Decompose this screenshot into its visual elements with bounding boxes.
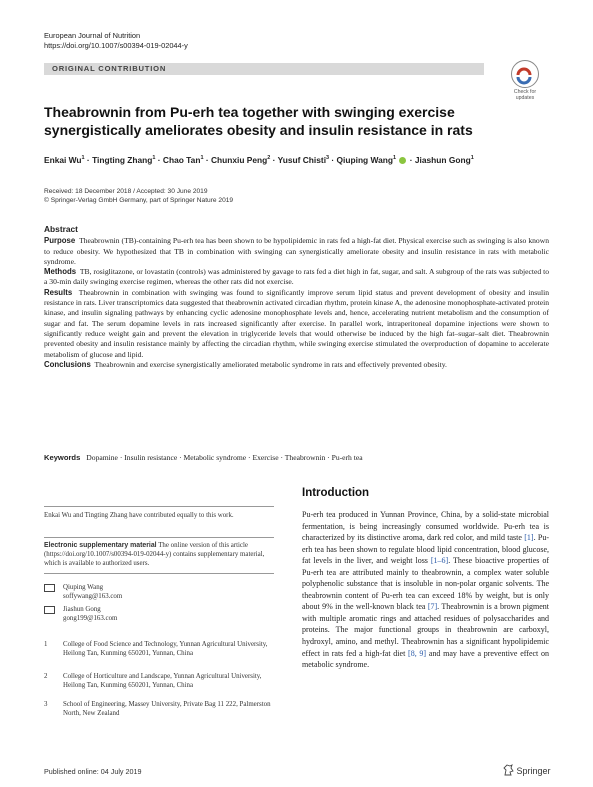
envelope-icon — [44, 584, 55, 592]
received-accepted: Received: 18 December 2018 / Accepted: 30 June 2019 — [44, 188, 208, 195]
paper-title: Theabrownin from Pu-erh tea together with swinging exercise synergistically ameliorates obesity and insulin resistance in rats — [44, 104, 473, 138]
divider — [44, 506, 274, 507]
author[interactable]: Enkai Wu$^1$ — [44, 155, 85, 165]
affiliation-2: 2 College of Horticulture and Landscape, Yunnan Agricultural University, Heilong Tan, Kunming 650201, Yunnan, China — [44, 673, 262, 690]
citation-link[interactable]: [1–6] — [430, 556, 449, 566]
divider — [44, 537, 274, 538]
abstract-heading: Abstract — [44, 224, 78, 234]
author[interactable]: Jiashun Gong$^1$ — [414, 155, 474, 165]
journal-name: European Journal of Nutrition — [44, 31, 141, 40]
contact-gong: Jiashun Gong gong199@163.com — [44, 605, 117, 623]
keywords-label: Keywords — [44, 453, 81, 462]
author[interactable]: Qiuping Wang$^1$ — [336, 155, 397, 165]
author[interactable]: Chunxiu Peng$^2$ — [210, 155, 271, 165]
equal-contribution-note: Enkai Wu and Tingting Zhang have contributed equally to this work. — [44, 512, 234, 519]
citation-link[interactable]: [1] — [524, 533, 534, 543]
introduction-text: Pu-erh tea produced in Yunnan Province, China, by a solid-state microbial fermentation, is being increasingly consumed worldwide. Pu-erh tea is characterized by its distinctive aroma, dark red color, and mild taste [1]. Pu-erh tea has been shown to regulate blood lipid concentration, blood glucose, fat levels in the liver, and weight loss [1–6]. These bioactive properties of Pu-erh tea are attributed mainly to theabrownin, a complex water soluble polyphenolic substance that is insoluble in non-polar organic solvents. The theabrownin content of Pu-erh tea can exceed 18% by weight, but is only about 9% in the well-known black tea [7]. Theabrownin is a brown pigment with multiple aromatic rings and attached residues of polysaccharides and proteins. The major functional groups in theabrownin are carboxyl, hydroxyl, amino, and methyl. Theabrownin has a significant hypolipidemic effect in rats fed a high-fat diet [8, 9] and may have a preventive effect on metabolic syndrome. — [302, 510, 550, 670]
check-updates-icon — [511, 60, 539, 88]
check-updates-line1: Check for — [513, 89, 537, 95]
divider — [44, 573, 274, 574]
citation-link[interactable]: [7] — [427, 602, 438, 612]
orcid-icon[interactable] — [399, 157, 406, 164]
author[interactable]: Tingting Zhang$^1$ — [92, 155, 156, 165]
check-updates-line2: updates — [515, 95, 535, 101]
abstract — [44, 224, 549, 370]
contact-wang: Qiuping Wang soffywang@163.com — [44, 583, 122, 601]
email-link[interactable]: soffywang@163.com — [63, 593, 123, 601]
abstract-conclusions: Conclusions Theabrownin and exercise synergistically ameliorated metabolic syndrome in rats and effectively prevented obesity. — [44, 359, 447, 369]
abstract-purpose: Purpose Theabrownin (TB)-containing Pu-erh tea has been shown to be hypolipidemic in rats fed a high-fat diet. Physical exercise such as swinging is also known to reduce obesity. We hypothesized that TB in combination with swinging can synergistically ameliorate obesity and insulin resistance in rats with metabolic syndrome. — [44, 236, 549, 266]
esm-note: Electronic supplementary material The online version of this article (https://doi.org/10.1007/s00394-019-02044-y) contains supplementary material, which is available to authorized users. — [44, 542, 265, 568]
author[interactable]: Yusuf Chisti$^3$ — [277, 155, 330, 165]
citation-link[interactable]: [8, 9] — [408, 648, 427, 658]
published-online: Published online: 04 July 2019 — [44, 767, 142, 776]
abstract-results: Results Theabrownin in combination with swinging was found to significantly improve serum lipid status and prevent development of obesity and insulin resistance in rats. Liver transcriptomics data suggested that theabrownin activated circadian rhythm, protein kinase A, the adenosine monophosphate-activated protein kinase, and insulin signaling pathways by enhancing cyclic adenosine monophosphate levels and, hence, accelerating nutrient metabolism and the consumption of sugar and fat. The serum dopamine levels in rats increased significantly after exercise. In parallel work, intraperitoneal dopamine injections were shown to significantly reduce weight gain and prevent the elevation in triglyceride levels that would otherwise be induced by the high fat–sugar–salt diet. Theabrownin prevented obesity and insulin resistance mainly by affecting the circadian rhythm, while swinging exercise stimulated the overproduction of dopamine to accelerate metabolism of glucose and lipid. — [44, 287, 549, 359]
check-for-updates-badge[interactable] — [505, 60, 545, 101]
springer-horse-icon — [503, 764, 514, 776]
author-list: Enkai $Wu^1$ · Tingting Zhang$^1$ · Chao Tan$^1$ · Chunxiu Peng$^2$ · Yusuf Chisti$^3$ · Qiuping Wang$^1$ · Jiashun Gong$^1$ — [44, 155, 474, 165]
abstract-methods: Methods TB, rosiglitazone, or lovastatin (controls) was administered by gavage to rats fed a diet high in fat, sugar, and salt. A subgroup of the rats was subjected to a 30-min daily swinging exercise regimen, whereas the other rats did not exercise. — [44, 267, 549, 287]
journal-header — [44, 31, 188, 51]
affiliation-3: 3 School of Engineering, Massey University, Private Bag 11 222, Palmerston North, New Zealand — [44, 701, 271, 718]
email-link[interactable]: gong199@163.com — [63, 615, 118, 623]
affiliation-1: 1 College of Food Science and Technology, Yunnan Agricultural University, Heilong Tan, Kunming 650201, Yunnan, China — [44, 641, 268, 658]
introduction-heading: Introduction — [302, 487, 370, 499]
author[interactable]: Chao Tan$^1$ — [162, 155, 204, 165]
envelope-icon — [44, 606, 55, 614]
journal-doi[interactable]: https://doi.org/10.1007/s00394-019-02044-y — [44, 41, 188, 50]
keywords-text: Dopamine · Insulin resistance · Metabolic syndrome · Exercise · Theabrownin · Pu-erh tea — [86, 453, 363, 462]
dates-block — [44, 187, 233, 205]
section-label: ORIGINAL CONTRIBUTION — [52, 64, 167, 73]
keywords — [44, 453, 549, 463]
copyright: © Springer-Verlag GmbH Germany, part of Springer Nature 2019 — [44, 197, 234, 204]
springer-logo: Springer — [503, 764, 551, 776]
